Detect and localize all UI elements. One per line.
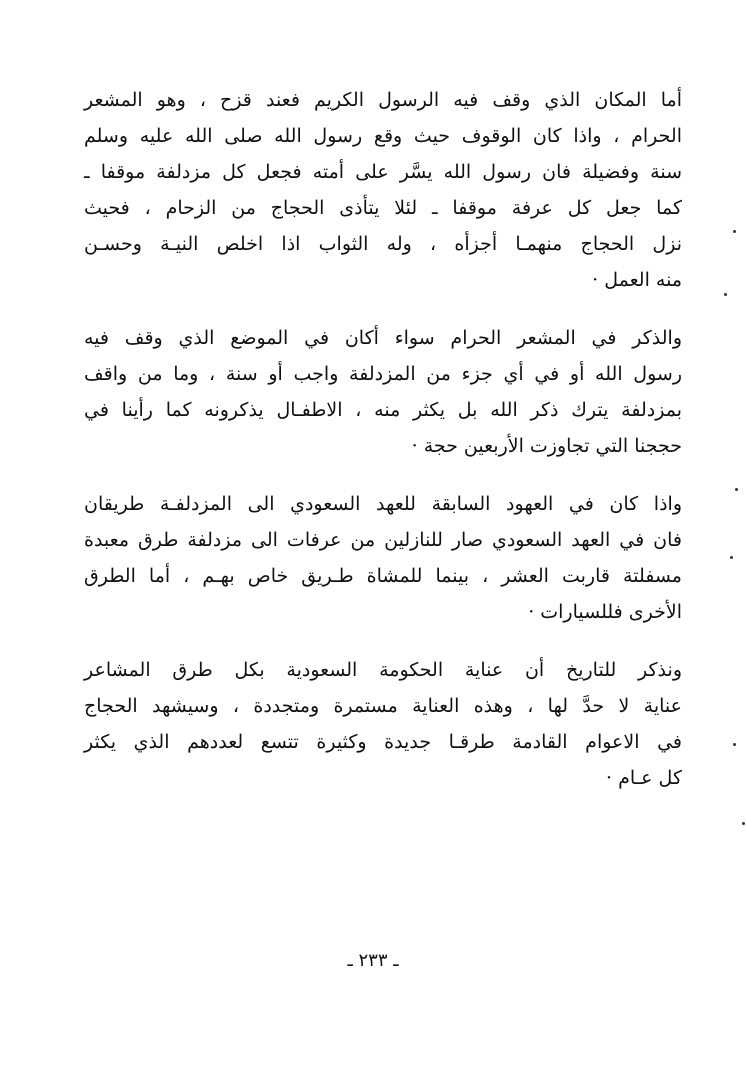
text-line: والذكر في المشعر الحرام سواء أكان في الموضع الذي وقف فيه [84, 327, 682, 349]
text-line: واذا كان في العهود السابقة للعهد السعودي الى المزدلفـة طريقان [84, 493, 682, 515]
page-number: ـ ٢٣٣ ـ [347, 950, 399, 971]
text-line: سنة وفضيلة فان رسول الله يسَّر على أمته فجعل كل مزدلفة موقفا ـ [84, 161, 682, 183]
text-line: كما جعل كل عرفة موقفا ـ لئلا يتأذى الحجاج من الزحام ، فحيث [84, 197, 682, 219]
text-line: أما المكان الذي وقف فيه الرسول الكريم فعند قزح ، وهو المشعر [84, 89, 682, 111]
text-line: حججنا التي تجاوزت الأربعين حجة · [411, 435, 682, 457]
text-line: الأخرى فللسيارات · [528, 601, 682, 623]
text-line: فان في العهد السعودي صار للنازلين من عرفات الى مزدلفة طرق معبدة [84, 529, 682, 551]
scan-mark [742, 822, 745, 825]
scan-mark [730, 556, 733, 559]
scan-mark [733, 743, 736, 746]
scan-mark [724, 293, 727, 296]
paragraph-4 [84, 652, 682, 796]
paragraph-2 [84, 320, 682, 464]
text-line: في الاعوام القادمة طرقـا جديدة وكثيرة تتسع لعددهم الذي يكثر [84, 731, 682, 753]
text-line: مسفلتة قاربت العشر ، بينما للمشاة طـريق خاص بهـم ، أما الطرق [84, 565, 682, 587]
text-line: بمزدلفة يترك ذكر الله بل يكثر منه ، الاطفـال يذكرونه كما رأينا في [84, 399, 682, 421]
scan-mark [733, 230, 736, 233]
text-line: كل عـام · [605, 767, 682, 789]
text-line: عناية لا حدَّ لها ، وهذه العناية مستمرة ومتجددة ، وسيشهد الحجاج [84, 695, 682, 717]
text-line: ونذكر للتاريخ أن عناية الحكومة السعودية بكل طرق المشاعر [84, 659, 682, 681]
text-line: منه العمل · [592, 269, 682, 291]
paragraph-1 [84, 82, 682, 298]
text-line: رسول الله أو في أي جزء من المزدلفة واجب أو سنة ، وما من واقف [84, 363, 682, 385]
scan-mark [735, 488, 738, 491]
paragraph-3 [84, 486, 682, 630]
text-line: نزل الحجاج منهمـا أجزأه ، وله الثواب اذا اخلص النيـة وحسـن [84, 233, 682, 255]
body-text [84, 82, 682, 818]
text-line: الحرام ، واذا كان الوقوف حيث وقع رسول الله صلى الله عليه وسلم [84, 125, 682, 147]
